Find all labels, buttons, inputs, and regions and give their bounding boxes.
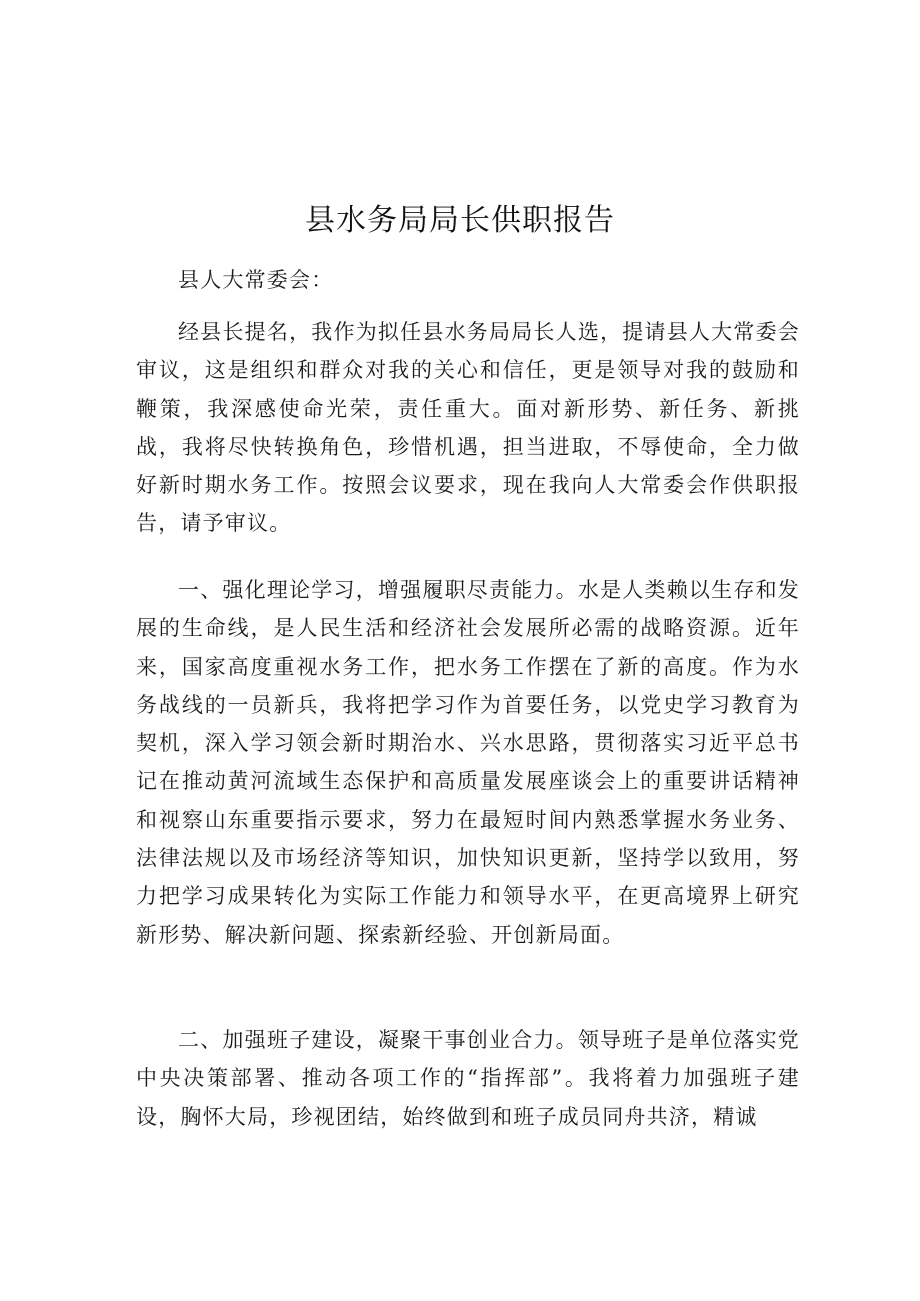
- paragraph-theory-study: 一、强化理论学习，增强履职尽责能力。水是人类赖以生存和发展的生命线，是人民生活和经济社会发展所必需的战略资源。近年来，国家高度重视水务工作，把水务工作摆在了新的高度。作为水务战线的一员新兵，我将把学习作为首要任务，以党史学习教育为契机，深入学习领会新时期治水、兴水思路，贯彻落实习近平总书记在推动黄河流域生态保护和高质量发展座谈会上的重要讲话精神和视察山东重要指示要求，努力在最短时间内熟悉掌握水务业务、法律法规以及市场经济等知识，加快知识更新，坚持学以致用，努力把学习成果转化为实际工作能力和领导水平，在更高境界上研究新形势、解决新问题、探索新经验、开创新局面。: [136, 578, 800, 947]
- paragraph-team-building: 二、加强班子建设，凝聚干事创业合力。领导班子是单位落实党中央决策部署、推动各项工作的“指挥部”。我将着力加强班子建设，胸怀大局，珍视团结，始终做到和班子成员同舟共济，精诚: [136, 1028, 800, 1129]
- document-title: 县水务局局长供职报告: [305, 203, 615, 238]
- paragraph-intro: 经县长提名，我作为拟任县水务局局长人选，提请县人大常委会审议，这是组织和群众对我的关心和信任，更是领导对我的鼓励和鞭策，我深感使命光荣，责任重大。面对新形势、新任务、新挑战，我将尽快转换角色，珍惜机遇，担当进取，不辱使命，全力做好新时期水务工作。按照会议要求，现在我向人大常委会作供职报告，请予审议。: [136, 320, 800, 536]
- salutation: 县人大常委会：: [178, 268, 334, 292]
